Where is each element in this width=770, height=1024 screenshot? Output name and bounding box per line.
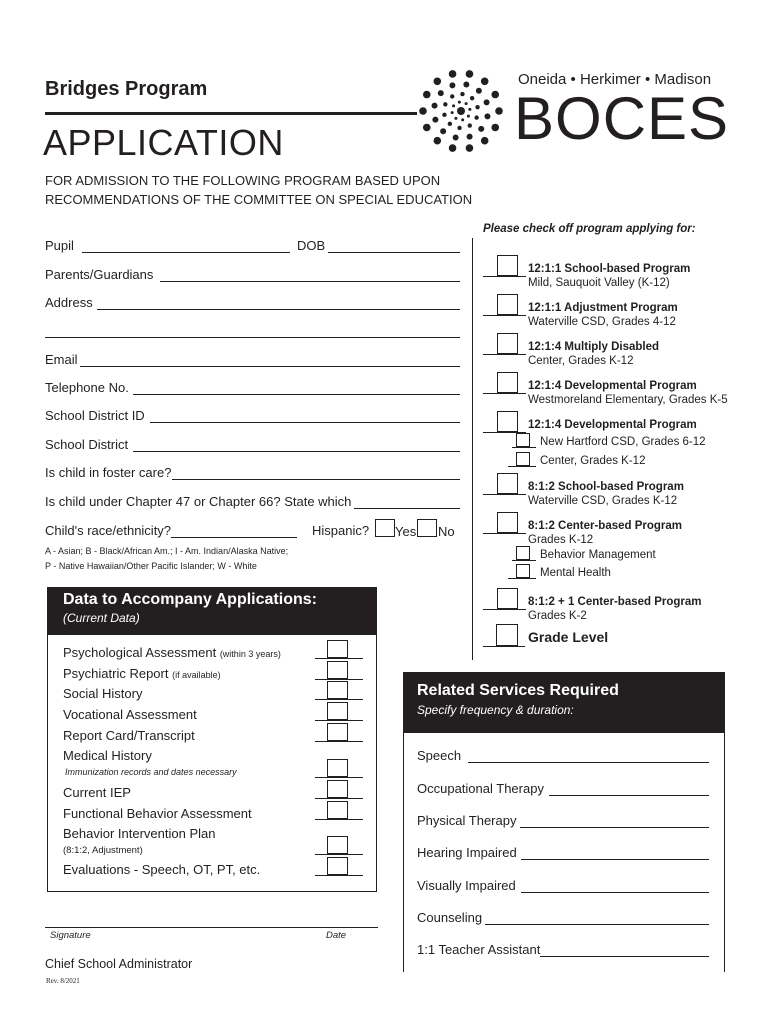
program-title: 12:1:4 Developmental Program — [528, 380, 697, 392]
logo-dot — [484, 113, 490, 119]
logo-dot — [467, 115, 470, 118]
data-checkbox-underline — [315, 854, 363, 855]
parents-label: Parents/Guardians — [45, 267, 154, 282]
logo-dot — [449, 70, 457, 78]
psych-note: (within 3 years) — [219, 649, 281, 659]
program-title: 8:1:2 Center-based Program — [528, 520, 683, 532]
pupil-label: Pupil — [45, 238, 74, 253]
program-title: 12:1:4 Multiply Disabled — [528, 341, 660, 353]
logo-dot — [484, 99, 490, 105]
hispanic-label: Hispanic? — [312, 523, 370, 538]
logo-dot — [481, 137, 489, 145]
psych-label — [63, 645, 281, 660]
iep-label: Current IEP — [63, 785, 131, 800]
data-checkbox[interactable] — [327, 723, 348, 741]
related-service-input[interactable] — [540, 956, 709, 957]
boces-dots-logo-icon — [418, 68, 504, 154]
related-service-input[interactable] — [521, 892, 709, 893]
grade-level-label: Grade Level — [528, 629, 609, 645]
related-service-input[interactable] — [520, 827, 709, 828]
school-district-id-input[interactable] — [150, 422, 460, 423]
data-checkbox[interactable] — [327, 661, 348, 679]
logo-dot — [451, 111, 454, 114]
address-input-line2[interactable] — [45, 337, 460, 338]
logo-dot — [419, 107, 427, 115]
program-title: 12:1:1 Adjustment Program — [528, 302, 678, 314]
program-title: 12:1:1 School-based Program — [528, 263, 691, 275]
signature-label: Signature — [50, 930, 91, 941]
data-checkbox[interactable] — [327, 702, 348, 720]
hispanic-yes-label: Yes — [395, 524, 417, 539]
program-subtitle: Center, Grades K-12 — [528, 355, 634, 367]
program-title: 8:1:2 + 1 Center-based Program — [528, 596, 702, 608]
admin-label: Chief School Administrator — [45, 957, 193, 971]
program-subtitle: Westmoreland Elementary, Grades K-5 — [528, 394, 728, 406]
related-service-input[interactable] — [485, 924, 709, 925]
logo-dot — [442, 113, 446, 117]
data-checkbox[interactable] — [327, 759, 348, 777]
logo-dot — [449, 144, 457, 152]
data-checkbox[interactable] — [327, 780, 348, 798]
logo-dot — [478, 126, 484, 132]
hispanic-yes-checkbox[interactable] — [375, 519, 395, 537]
data-checkbox-underline — [315, 819, 363, 820]
logo-dot — [453, 134, 459, 140]
logo-dot — [434, 137, 442, 145]
race-key-line1: A - Asian; B - Black/African Am.; I - Am. Indian/Alaska Native; — [45, 546, 289, 556]
related-subtitle: Specify frequency & duration: — [417, 703, 574, 717]
mental-health-checkbox[interactable] — [516, 564, 530, 578]
chapter-input[interactable] — [354, 508, 460, 509]
foster-care-input[interactable] — [172, 479, 460, 480]
grade-level-checkbox[interactable] — [496, 624, 518, 646]
program-subtitle: Grades K-12 — [528, 534, 594, 546]
related-service-input[interactable] — [521, 859, 709, 860]
logo-dot — [491, 124, 499, 132]
email-label: Email — [45, 352, 78, 367]
program-checkbox[interactable] — [497, 333, 518, 354]
data-checkbox[interactable] — [327, 640, 348, 658]
behavior-mgmt-label: Behavior Management — [540, 549, 656, 561]
data-box-title: Data to Accompany Applications: — [63, 591, 317, 608]
psychiatric-note: (if available) — [172, 670, 221, 680]
logo-dot — [434, 77, 442, 85]
fba-label: Functional Behavior Assessment — [63, 806, 252, 821]
school-district-label: School District — [45, 437, 129, 452]
logo-dot — [463, 82, 469, 88]
data-checkbox[interactable] — [327, 836, 348, 854]
address-label: Address — [45, 295, 93, 310]
logo-dot — [466, 144, 474, 152]
logo-dot — [440, 128, 446, 134]
logo-dot — [443, 102, 447, 106]
date-label: Date — [326, 930, 347, 941]
logo-dot — [481, 77, 489, 85]
dev-center-underline — [508, 466, 536, 467]
logo-center-dot — [457, 107, 465, 115]
data-box-subtitle: (Current Data) — [63, 611, 140, 625]
program-underline — [483, 354, 526, 355]
related-service-label: Hearing Impaired — [417, 845, 517, 860]
psychiatric-text: Psychiatric Report — [63, 666, 169, 681]
program-title: 8:1:2 School-based Program — [528, 481, 684, 493]
logo-dot — [476, 88, 482, 94]
logo-dot — [465, 102, 468, 105]
program-underline — [483, 315, 526, 316]
program-checkbox[interactable] — [497, 588, 518, 609]
school-district-input[interactable] — [133, 451, 460, 452]
subtitle-line2: RECOMMENDATIONS OF THE COMMITTEE ON SPECIAL EDUCATION — [45, 192, 473, 207]
logo-dot — [495, 107, 503, 115]
program-underline — [483, 393, 526, 394]
medical-label: Medical History — [63, 748, 152, 763]
data-checkbox-underline — [315, 699, 363, 700]
logo-dot — [468, 108, 471, 111]
data-checkbox[interactable] — [327, 857, 348, 875]
psychiatric-label — [63, 666, 221, 681]
program-subtitle: Mild, Sauquoit Valley (K-12) — [528, 277, 670, 289]
logo-dot — [461, 118, 464, 121]
logo-dot — [466, 70, 474, 78]
medical-note: Immunization records and dates necessary — [65, 767, 237, 777]
data-checkbox-underline — [315, 720, 363, 721]
dev-new-hartford-underline — [512, 447, 536, 448]
email-input[interactable] — [80, 366, 460, 367]
dob-label: DOB — [297, 238, 326, 253]
subtitle-line1: FOR ADMISSION TO THE FOLLOWING PROGRAM BASED UPON — [45, 173, 441, 188]
data-checkbox-underline — [315, 875, 363, 876]
page-title: APPLICATION — [43, 122, 284, 163]
race-input[interactable] — [171, 537, 297, 538]
logo-dot — [467, 134, 473, 140]
school-district-id-label: School District ID — [45, 408, 145, 423]
program-title: 12:1:4 Developmental Program — [528, 419, 697, 431]
revision-label: Rev. 8/2021 — [46, 977, 80, 985]
hispanic-no-checkbox[interactable] — [417, 519, 437, 537]
program-checkbox[interactable] — [497, 473, 518, 494]
related-service-input[interactable] — [549, 795, 709, 796]
related-service-label: 1:1 Teacher Assistant — [417, 942, 541, 957]
parents-input[interactable] — [160, 281, 460, 282]
header-rule — [45, 112, 417, 115]
dev-center-label: Center, Grades K-12 — [540, 455, 646, 467]
vocational-label: Vocational Assessment — [63, 707, 197, 722]
telephone-label: Telephone No. — [45, 380, 129, 395]
program-subtitle: Waterville CSD, Grades K-12 — [528, 495, 678, 507]
race-label: Child's race/ethnicity? — [45, 523, 172, 538]
data-checkbox-underline — [315, 679, 363, 680]
logo-dot — [438, 90, 444, 96]
program-subtitle: Grades K-2 — [528, 610, 587, 622]
mental-health-underline — [508, 578, 536, 579]
logo-dot — [474, 115, 478, 119]
program-checkbox[interactable] — [497, 512, 518, 533]
program-name: Bridges Program — [45, 78, 208, 100]
pupil-input[interactable] — [82, 252, 290, 253]
logo-dot — [450, 94, 454, 98]
data-checkbox-underline — [315, 741, 363, 742]
logo-dot — [470, 96, 474, 100]
program-underline — [483, 533, 526, 534]
logo-dot — [468, 123, 472, 127]
data-checkbox-underline — [315, 798, 363, 799]
related-service-label: Counseling — [417, 910, 483, 925]
logo-dot — [458, 101, 461, 104]
logo-dot — [457, 126, 461, 130]
foster-care-label: Is child in foster care? — [45, 465, 172, 480]
hispanic-no-label: No — [438, 524, 455, 539]
program-underline — [483, 609, 526, 610]
logo-dot — [423, 91, 431, 99]
psych-text: Psychological Assessment — [63, 645, 217, 660]
program-checkbox[interactable] — [497, 255, 518, 276]
social-label: Social History — [63, 686, 143, 701]
dev-center-checkbox[interactable] — [516, 452, 530, 466]
column-divider — [472, 238, 473, 660]
logo-dot — [454, 117, 457, 120]
related-service-label: Occupational Therapy — [417, 781, 544, 796]
logo-dot — [460, 92, 464, 96]
related-service-label: Speech — [417, 748, 462, 763]
program-subtitle: Waterville CSD, Grades 4-12 — [528, 316, 676, 328]
report-card-label: Report Card/Transcript — [63, 728, 195, 743]
dev-new-hartford-label: New Hartford CSD, Grades 6-12 — [540, 436, 706, 448]
logo-dot — [432, 103, 438, 109]
bip-note: (8:1:2, Adjustment) — [63, 845, 143, 856]
grade-level-underline — [483, 646, 525, 647]
data-checkbox[interactable] — [327, 681, 348, 699]
program-underline — [483, 276, 526, 277]
chapter-label: Is child under Chapter 47 or Chapter 66? State which — [45, 494, 352, 509]
related-service-label: Visually Impaired — [417, 878, 516, 893]
dev-new-hartford-checkbox[interactable] — [516, 433, 530, 447]
logo-dot — [448, 122, 452, 126]
behavior-mgmt-underline — [512, 560, 536, 561]
mental-health-label: Mental Health — [540, 567, 611, 579]
logo-dot — [491, 91, 499, 99]
data-checkbox[interactable] — [327, 801, 348, 819]
logo-dot — [449, 82, 455, 88]
data-checkbox-underline — [315, 658, 363, 659]
boces-wordmark: BOCES — [514, 85, 730, 152]
program-checkbox[interactable] — [497, 294, 518, 315]
race-key-line2: P - Native Hawaiian/Other Pacific Islander; W - White — [45, 561, 257, 571]
dob-input[interactable] — [328, 252, 460, 253]
data-checkbox-underline — [315, 777, 363, 778]
counties-label: Oneida • Herkimer • Madison — [518, 71, 712, 88]
program-checkbox[interactable] — [497, 411, 518, 432]
related-title: Related Services Required — [417, 682, 619, 699]
related-service-label: Physical Therapy — [417, 813, 517, 828]
logo-dot — [475, 105, 479, 109]
evaluations-label: Evaluations - Speech, OT, PT, etc. — [63, 862, 261, 877]
behavior-mgmt-checkbox[interactable] — [516, 546, 530, 560]
signature-line[interactable] — [45, 927, 378, 928]
logo-dot — [452, 104, 455, 107]
logo-dot — [432, 117, 438, 123]
telephone-input[interactable] — [133, 394, 460, 395]
address-input[interactable] — [97, 309, 460, 310]
related-service-input[interactable] — [468, 762, 709, 763]
program-checkbox[interactable] — [497, 372, 518, 393]
program-underline — [483, 494, 526, 495]
logo-dot — [423, 124, 431, 132]
bip-label: Behavior Intervention Plan — [63, 826, 216, 841]
programs-heading: Please check off program applying for: — [483, 223, 696, 235]
